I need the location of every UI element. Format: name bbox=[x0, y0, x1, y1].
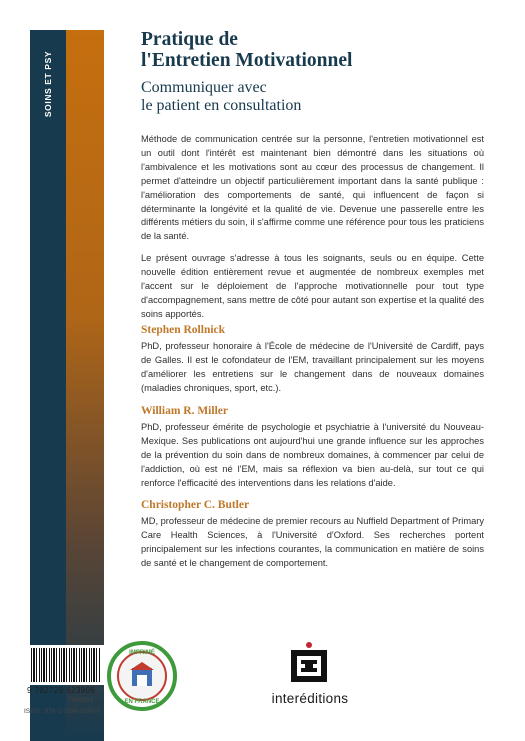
book-title bbox=[141, 29, 441, 71]
isbn-number: ISBN : 978-2-7296-2590-6 bbox=[24, 708, 101, 715]
svg-text:IMPRIMÉ: IMPRIMÉ bbox=[129, 650, 155, 656]
author-bio: PhD, professeur émérite de psychologie et psychiatrie à l'université du Nouveau-Mexique. Ses publications ont aujourd'hui une grande influence sur les approches de la prévention du soin dans de nombreux domaines, à commencer par celui de l'addiction, où est né l'EM, mais sa réflexion va bien au-delà, sur tout ce qui renforce l'efficacité des interventions dans les relations d'aide. bbox=[141, 422, 484, 488]
author-name: William R. Miller bbox=[141, 405, 228, 417]
imprime-en-france-seal-icon bbox=[106, 640, 178, 712]
interediations-logo-icon bbox=[288, 642, 330, 684]
description-paragraph: Méthode de communication centrée sur la personne, l'entretien motivationnel est un outil dont l'intérêt est maintenant bien démontré dans les situations où l'ambivalence et les motivations sont au cœur des processus de changement. Il permet d'atteindre un objectif particulièrement important dans la santé publique : l'amélioration des comportements de santé, qui influencent de façon si déterminante la longévité et la qualité de vie. Devenue une passerelle entre les différents métiers du soin, il s'affirme comme une référence pour tous les praticiens de la santé. bbox=[141, 134, 484, 242]
author-name: Stephen Rollnick bbox=[141, 324, 226, 336]
subtitle-line-1: Communiquer avec bbox=[141, 79, 267, 96]
collection-stripe-orange bbox=[66, 30, 104, 741]
publisher-name: interéditions bbox=[271, 691, 349, 706]
barcode bbox=[28, 645, 104, 685]
author-bio: MD, professeur de médecine de premier recours au Nuffield Department of Primary Care Health Sciences, à l'Université d'Oxford. Ses recherches portent principalement sur les infections courantes, la communication en matière de soins de santé et le changement de comportement. bbox=[141, 516, 484, 568]
collection-label: SOINS ET PSY bbox=[43, 50, 53, 118]
title-line-1: Pratique de bbox=[141, 29, 238, 50]
collection-stripe-blue bbox=[30, 30, 66, 741]
description-paragraph: Le présent ouvrage s'adresse à tous les soignants, seuls ou en équipe. Cette nouvelle édition entièrement revue et augmentée de nombreux exemples met l'accent sur le déploiement de l'approche motivationnelle pour tout type d'accompagnement, sans mettre de côté pour autant son expertise et la qualité des soins apportés. bbox=[141, 253, 484, 319]
title-line-2: l'Entretien Motivationnel bbox=[141, 50, 353, 71]
author-bio: PhD, professeur honoraire à l'École de médecine de l'Université de Cardiff, pays de Galles. Il est le cofondateur de l'EM, travaillant principalement sur les moyens d'améliorer les entretiens sur le changement dans de nouveaux domaines (maladies chroniques, sport, etc.). bbox=[141, 341, 484, 393]
barcode-code: 7999291 bbox=[68, 697, 94, 704]
book-subtitle bbox=[141, 79, 441, 115]
subtitle-line-2: le patient en consultation bbox=[141, 97, 302, 114]
author-name: Christopher C. Butler bbox=[141, 499, 250, 511]
barcode-digits: 9 782729 623906 bbox=[27, 686, 96, 695]
svg-text:EN FRANCE: EN FRANCE bbox=[124, 699, 160, 705]
